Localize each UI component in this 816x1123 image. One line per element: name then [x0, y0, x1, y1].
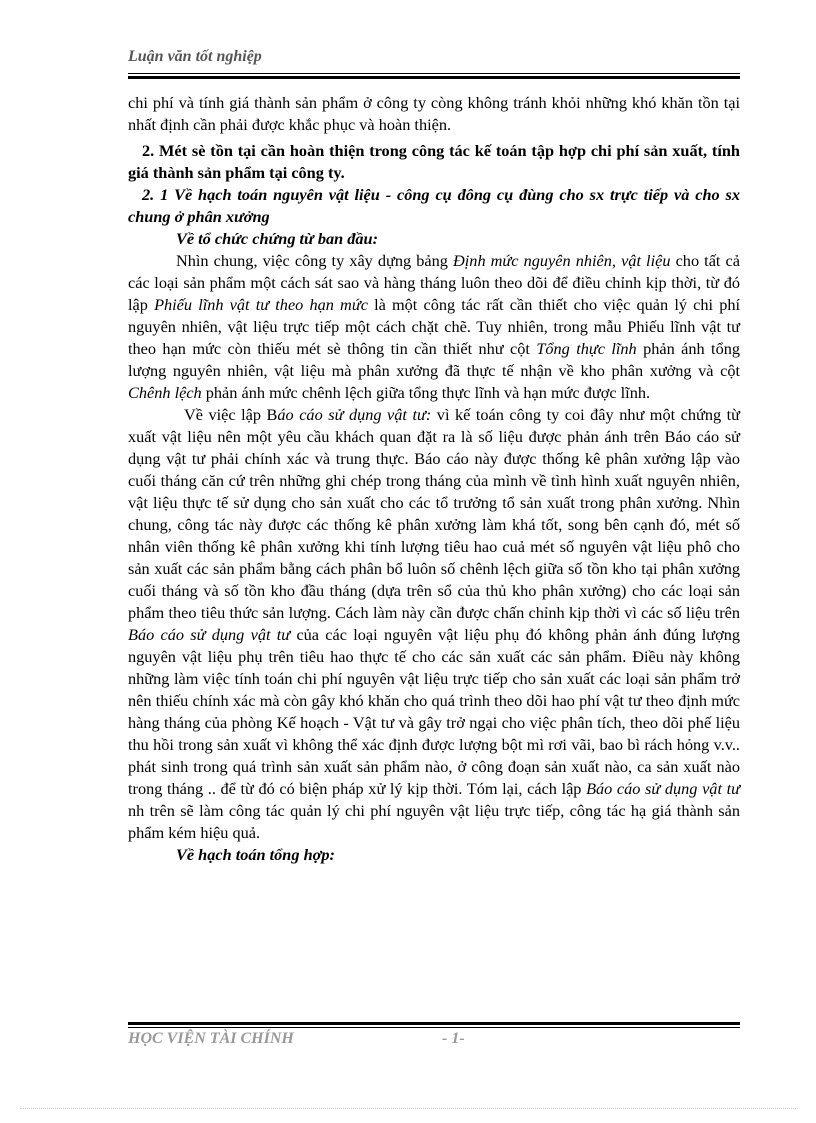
footer-rule-thin [128, 1027, 740, 1028]
paragraph-usage-report: Về việc lập Báo cáo sử dụng vật tư: vì kế toán công ty coi đây như một chứng từ xuất vật liệu nên một yêu cầu khách quan đặt ra là số liệu được phản ánh trên Báo cáo sử dụng vật tư phải chính xác và trung thực. Báo cáo này được thống kê phân xưởng lập vào cuối tháng căn cứ trên những ghi chép trong tháng của mình về tình hình xuất nguyên nhiên, vật liệu thực tế sử dụng cho sản xuất cho các tổ trưởng tổ sản xuất trong phân xưởng. Nhìn chung, công tác này được các thống kê phân xưởng làm khá tốt, song bên cạnh đó, mét số nhân viên thống kê phân xưởng khi tính lượng tiêu hao cuả mét số nguyên vật liệu phô cho sản xuất các sản phẩm bằng cách phân bổ luôn số chênh lệch giữa số tồn kho tại phân xưởng cuối tháng và số tồn kho đầu tháng (dựa trên sổ của thủ kho phân xưởng) cho các loại sản phẩm theo tiêu thức sản lượng. Cách làm này cần được chấn chỉnh kịp thời vì các số liệu trên Báo cáo sử dụng vật tư của các loại nguyên vật liệu phụ đó không phản ánh đúng lượng nguyên vật liệu phụ trên tiêu hao thực tế cho các sản xuất các sản phẩm. Điều này không những làm việc tính toán chi phí nguyên vật liệu trực tiếp cho sản xuất các loại sản phẩm trở nên thiếu chính xác mà còn gây khó khăn cho quá trình theo dõi hao phí vật tư theo định mức hàng tháng của phòng Kế hoạch - Vật tư và gây trở ngại cho việc phân tích, theo dõi phế liệu thu hồi trong sản xuất vì không thể xác định được lượng bột mì rơi vãi, bao bì rách hỏng v.v.. phát sinh trong quá trình sản xuất sản phẩm nào, ở công đoạn sản xuất nào, ca sản xuất nào trong tháng .. để từ đó có biện pháp xử lý kịp thời. Tóm lại, cách lập Báo cáo sử dụng vật tư nh trên sẽ làm công tác quản lý chi phí nguyên vật liệu trực tiếp, công tác hạ giá thành sản phẩm kém hiệu quả. [128, 405, 740, 842]
page-number: - 1- [442, 1030, 465, 1047]
paragraph-norms: Nhìn chung, việc công ty xây dựng bảng Định mức nguyên nhiên, vật liệu cho tất cả các loại sản phẩm một cách sát sao và hàng tháng luôn theo dõi để điều chỉnh kịp thời, từ đó lập Phiếu lĩnh vật tư theo hạn mức là một công tác rất cần thiết cho việc quản lý chi phí nguyên nhiên, vật liệu trực tiếp một cách chặt chẽ. Tuy nhiên, trong mẫu Phiếu lĩnh vật tư theo hạn mức còn thiếu mét sè thông tin cần thiết như cột Tổng thực lĩnh phản ánh tổng lượng nguyên nhiên, vật liệu mà phân xưởng đã thực tế nhận về kho phân xưởng và cột Chênh lệch phản ánh mức chênh lệch giữa tổng thực lĩnh và hạn mức được lĩnh. [128, 251, 741, 402]
page-footer [128, 1030, 740, 1048]
footer-rule-thick [128, 1022, 740, 1025]
header-rule-thick [128, 76, 740, 79]
section-heading-2: 2. Mét sè tồn tại cần hoàn thiện trong công tác kế toán tập hợp chi phí sản xuất, tính giá thành sản phẩm tại công ty. [128, 141, 740, 182]
bottom-dotted-line [20, 1108, 796, 1109]
header-rule-thin [128, 73, 740, 74]
paragraph-intro: chi phí và tính giá thành sản phẩm ở công ty còng không tránh khỏi những khó khăn tồn tại nhất định cần phải được khắc phục và hoàn thiện. [128, 93, 740, 134]
footer-institution: HỌC VIỆN TÀI CHÍNH [128, 1030, 294, 1047]
heading-general-accounting: Về hạch toán tổng hợp: [176, 845, 335, 864]
heading-initial-documents: Về tổ chức chứng từ ban đầu: [176, 229, 379, 248]
subsection-heading-2-1: 2. 1 Về hạch toán nguyên vật liệu - công cụ đông cụ đùng cho sx trực tiếp và cho sx chung ở phân xưởng [128, 185, 740, 226]
page-header-title: Luận văn tốt nghiệp [128, 48, 262, 65]
document-body [128, 92, 740, 866]
